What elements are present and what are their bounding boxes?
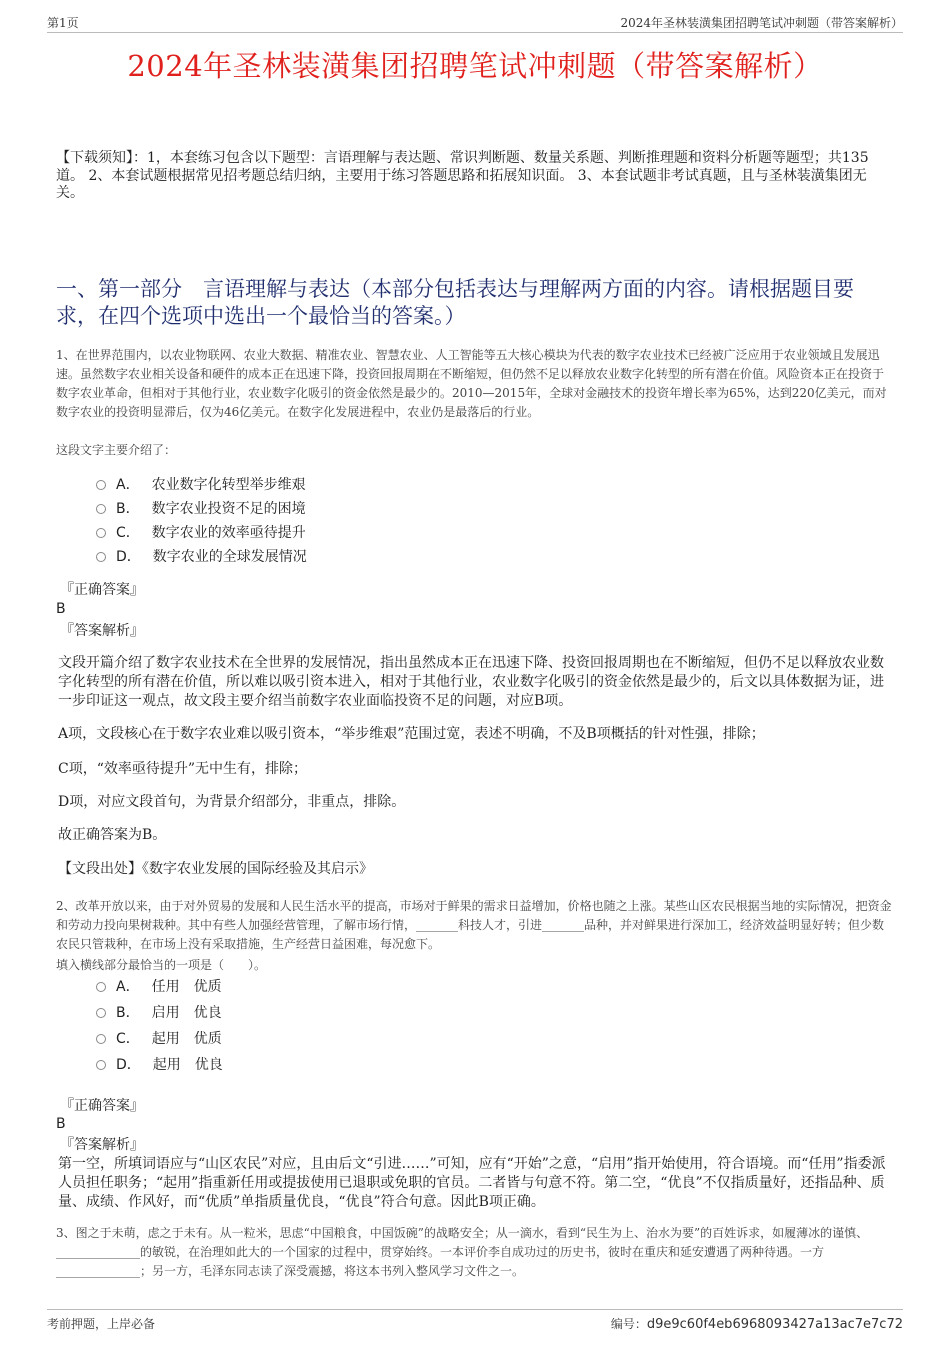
question-2-stem: 2、改革开放以来，由于对外贸易的发展和人民生活水平的提高，市场对于鲜果的需求日益增加，价格也随之上涨。某些山区农民根据当地的实际情况，把资金和劳动力投向果树栽种。其中有些人加强经营管理，了解市场行情，_______科技人才，引进_______品种，并对鲜果进行深加工，经济效益明显好转；但少数农民只管栽种，在市场上没有采取措施，生产经营日益困难，每况愈下。 xyxy=(56,899,892,951)
question-1-options xyxy=(96,473,307,569)
analysis-paragraph: A项，文段核心在于数字农业难以吸引资本，“举步维艰”范围过宽，表述不明确，不及B项概括的针对性强，排除； xyxy=(58,726,765,742)
option-c[interactable]: C． 数字农业的效率亟待提升 xyxy=(96,521,307,545)
document-title: 2024年圣林装潢集团招聘笔试冲刺题（带答案解析） xyxy=(127,49,823,83)
radio-icon[interactable] xyxy=(96,1034,106,1044)
analysis-paragraph: 故正确答案为B。 xyxy=(58,827,167,843)
option-b[interactable]: B． 启用 优良 xyxy=(96,1000,223,1026)
footer-slogan: 考前押题，上岸必备 xyxy=(47,1317,156,1331)
correct-answer: B xyxy=(56,1116,66,1132)
correct-answer-label: 『正确答案』 xyxy=(60,1098,144,1114)
option-d[interactable]: D． 起用 优良 xyxy=(96,1052,223,1078)
option-c[interactable]: C． 起用 优质 xyxy=(96,1026,223,1052)
question-1-stem: 1、在世界范围内，以农业物联网、农业大数据、精准农业、智慧农业、人工智能等五大核心模块为代表的数字农业技术已经被广泛应用于农业领域且发展迅速。虽然数字农业相关设备和硬件的成本正在迅速下降，投资回报周期在不断缩短，但仍然不足以释放农业数字化转型的所有潜在价值。风险资本正在投资于数字农业革命，但相对于其他行业，农业数字化吸引的资金依然是最少的。2010—2015年，全球对金融技术的投资年增长率为65%，达到220亿美元，而对数字农业的投资明显滞后，仅为46亿美元。在数字化发展进程中，农业仍是最落后的行业。 xyxy=(56,348,887,419)
question-1-prompt: 这段文字主要介绍了： xyxy=(56,443,177,457)
analysis-paragraph: C项，“效率亟待提升”无中生有，排除； xyxy=(58,761,308,777)
analysis-paragraph: D项，对应文段首句，为背景介绍部分，非重点，排除。 xyxy=(58,794,406,810)
question-3-stem: 3、图之于未萌，虑之于未有。从一粒米，思虑“中国粮食，中国饭碗”的战略安全；从一滴水，看到“民生为上、治水为要”的百姓诉求，如履薄冰的谨慎、______________的敏锐，在治理如此大的一个国家的过程中，贯穿始终。一本评价李自成功过的历史书，彼时在重庆和延安遭遇了两种待遇。一方______________；另一方，毛泽东同志读了深受震撼，将这本书列入整风学习文件之一。 xyxy=(56,1226,869,1278)
radio-icon[interactable] xyxy=(96,480,106,490)
page-footer xyxy=(47,1309,903,1330)
option-b[interactable]: B． 数字农业投资不足的困境 xyxy=(96,497,307,521)
radio-icon[interactable] xyxy=(96,504,106,514)
option-a[interactable]: A． 农业数字化转型举步维艰 xyxy=(96,473,307,497)
section-heading: 一、第一部分 言语理解与表达（本部分包括表达与理解两方面的内容。请根据题目要求，在四个选项中选出一个最恰当的答案。） xyxy=(56,277,854,328)
download-notice: 【下载须知】：1，本套练习包含以下题型：言语理解与表达题、常识判断题、数量关系题、判断推理题和资料分析题等题型；共135道。 2、本套试题根据常见招考题总结归纳，主要用于练习答题思路和拓展知识面。 3、本套试题非考试真题，且与圣林装潢集团无关。 xyxy=(56,150,869,201)
analysis-label: 『答案解析』 xyxy=(60,623,144,639)
page-header xyxy=(47,14,903,33)
radio-icon[interactable] xyxy=(96,1060,106,1070)
header-doc-title: 2024年圣林装潢集团招聘笔试冲刺题（带答案解析） xyxy=(620,16,903,30)
radio-icon[interactable] xyxy=(96,1008,106,1018)
radio-icon[interactable] xyxy=(96,982,106,992)
radio-icon[interactable] xyxy=(96,552,106,562)
correct-answer-label: 『正确答案』 xyxy=(60,582,144,598)
correct-answer: B xyxy=(56,601,66,617)
analysis-label: 『答案解析』 xyxy=(60,1137,144,1153)
question-2-prompt: 填入横线部分最恰当的一项是（ ）。 xyxy=(56,958,267,972)
analysis-paragraph: 文段开篇介绍了数字农业技术在全世界的发展情况，指出虽然成本正在迅速下降、投资回报周期也在不断缩短，但仍不足以释放农业数字化转型的所有潜在价值，所以难以吸引资本进入，相对于其他行业，农业数字化吸引的资金依然是最少的，后文以具体数据为证，进一步印证这一观点，故文段主要介绍当前数字农业面临投资不足的问题，对应B项。 xyxy=(58,655,884,709)
question-2-options xyxy=(96,974,223,1078)
document-code: 编号：d9e9c60f4eb6968093427a13ac7e7c72 xyxy=(610,1317,903,1332)
source-citation: 【文段出处】《数字农业发展的国际经验及其启示》 xyxy=(58,861,373,877)
radio-icon[interactable] xyxy=(96,528,106,538)
analysis-paragraph: 第一空，所填词语应与“山区农民”对应，且由后文“引进……”可知，应有“开始”之意，“启用”指开始使用，符合语境。而“任用”指委派人员担任职务；“起用”指重新任用或提拔使用已退职或免职的官员。二者皆与句意不符。第二空，“优良”不仅指质量好，还指品种、质量、成绩、作风好，而“优质”单指质量优良，“优良”符合句意。因此B项正确。 xyxy=(58,1156,886,1210)
page-number: 第1页 xyxy=(47,16,79,30)
option-a[interactable]: A． 任用 优质 xyxy=(96,974,223,1000)
option-d[interactable]: D． 数字农业的全球发展情况 xyxy=(96,545,307,569)
